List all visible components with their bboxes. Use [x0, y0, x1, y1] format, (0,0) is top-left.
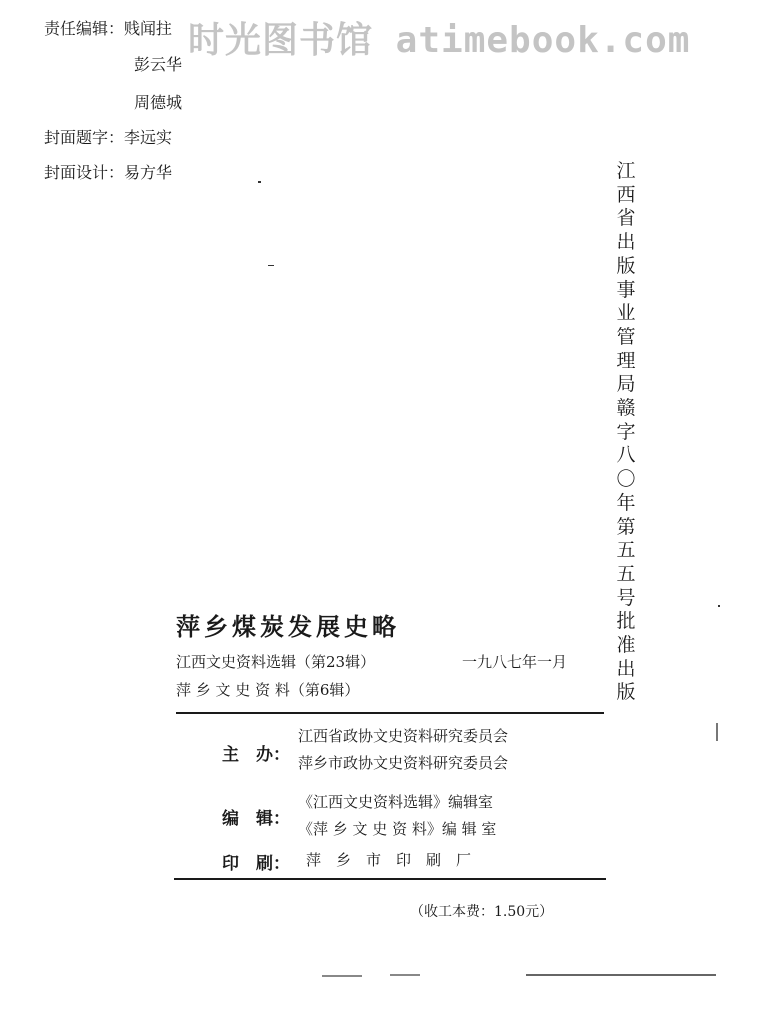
credit-cover-title-name: 李远实 — [124, 128, 173, 147]
divider-top — [176, 712, 604, 714]
credit-editors-row — [44, 16, 172, 39]
scan-speck — [268, 265, 274, 266]
credit-editor-name: 贱闻拄 — [124, 19, 173, 38]
credit-cover-design-label: 封面设计： — [44, 163, 125, 182]
series-line-2: 萍 乡 文 史 资 料（第6辑） — [176, 681, 360, 699]
series-line-1: 江西文史资料选辑（第23辑） — [176, 653, 376, 671]
watermark: 时光图书馆 atimebook.com — [188, 20, 691, 61]
host-label: 主 办： — [222, 745, 290, 765]
scan-speck — [322, 975, 362, 977]
credit-editor-name: 周德城 — [134, 93, 183, 112]
printer-label: 印 刷： — [222, 854, 290, 874]
publication-date: 一九八七年一月 — [462, 653, 568, 671]
scan-speck — [716, 723, 718, 741]
price-note: （收工本费：1.50元） — [410, 904, 554, 920]
credit-cover-design-row — [44, 160, 172, 183]
printer-name: 萍 乡 市 印 刷 厂 — [306, 851, 472, 869]
editor-office-2: 《萍 乡 文 史 资 料》编 辑 室 — [298, 820, 497, 838]
book-title: 萍乡煤炭发展史略 — [176, 613, 400, 641]
credit-editor-name: 彭云华 — [134, 55, 183, 74]
scan-speck — [526, 974, 716, 976]
credit-cover-title-label: 封面题字： — [44, 128, 125, 147]
credit-cover-title-row — [44, 125, 172, 148]
approval-note: 江西省出版事业管理局赣字八〇年第五五号批准出版 — [616, 160, 636, 704]
credit-cover-design-name: 易方华 — [124, 163, 173, 182]
editor-label: 编 辑： — [222, 809, 290, 829]
host-org-1: 江西省政协文史资料研究委员会 — [298, 727, 509, 745]
credit-editors-label: 责任编辑： — [44, 19, 125, 38]
scan-speck — [258, 181, 261, 183]
scan-speck — [718, 605, 720, 607]
editor-office-1: 《江西文史资料选辑》编辑室 — [298, 793, 494, 811]
host-org-2: 萍乡市政协文史资料研究委员会 — [298, 754, 509, 772]
scan-speck — [390, 974, 420, 976]
divider-bottom — [174, 878, 606, 880]
